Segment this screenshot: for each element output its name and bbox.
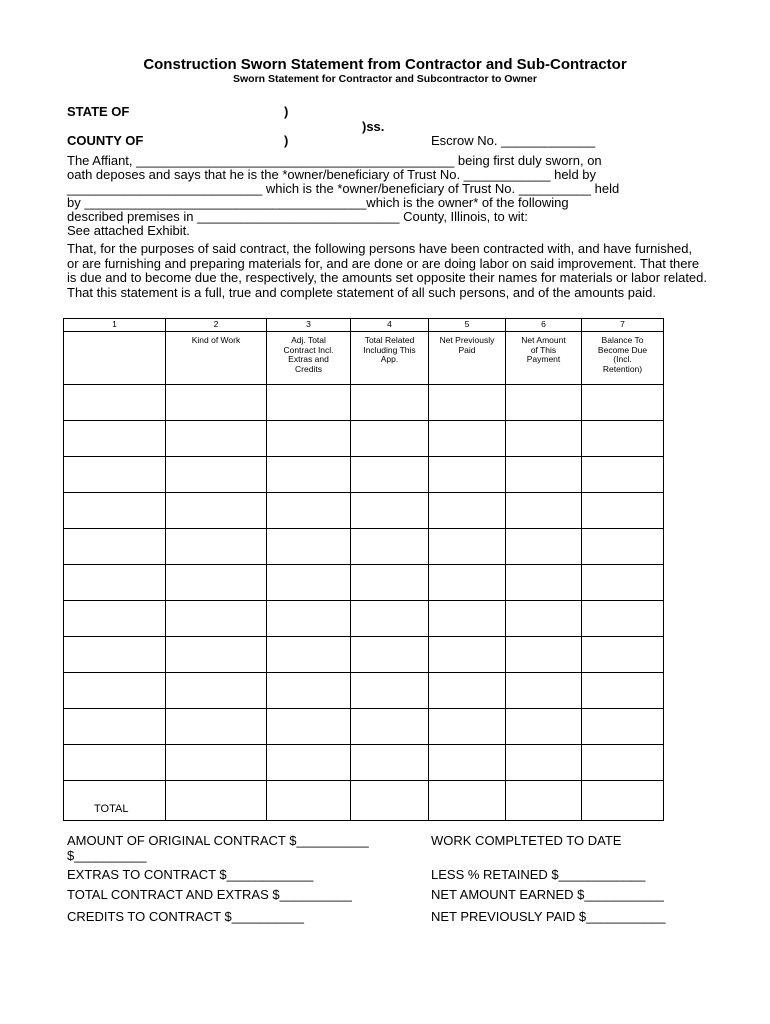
state-paren: ) — [284, 104, 289, 119]
net-previously-paid-field[interactable]: NET PREVIOUSLY PAID $___________ — [431, 909, 666, 924]
credits-to-contract-field[interactable]: CREDITS TO CONTRACT $__________ — [67, 909, 304, 924]
purpose-paragraph: That, for the purposes of said contract, the following persons have been contracted with, and have furnished, or are furnishing and preparing materials for, and are done or are doing labor on said improvement. That there is due and to become due the, respectively, the amounts set opposite their names for materials or labor related. That this statement is a full, true and complete statement of all such persons, and of the amounts paid. — [67, 241, 707, 300]
trust-line[interactable]: oath deposes and says that he is the *owner/beneficiary of Trust No. ____________ held by — [67, 167, 597, 182]
county-of-label: COUNTY OF — [67, 133, 144, 148]
column-header: Kind of Work — [166, 332, 267, 385]
extras-to-contract-field[interactable]: EXTRAS TO CONTRACT $____________ — [67, 867, 314, 882]
ss-label: )ss. — [362, 119, 385, 134]
column-header — [64, 332, 166, 385]
payment-table — [63, 318, 664, 821]
table-row[interactable] — [64, 421, 664, 457]
original-contract-field[interactable]: AMOUNT OF ORIGINAL CONTRACT $__________ — [67, 833, 369, 848]
work-completed-label: WORK COMPLTETED TO DATE — [431, 833, 622, 848]
column-header: Net Amount of This Payment — [506, 332, 582, 385]
owner-line[interactable]: by _______________________________________which is the owner* of the following — [67, 195, 569, 210]
table-row[interactable] — [64, 673, 664, 709]
state-of-label: STATE OF — [67, 104, 130, 119]
column-number: 6 — [506, 319, 582, 332]
column-number: 7 — [582, 319, 664, 332]
table-row[interactable] — [64, 385, 664, 421]
table-row[interactable] — [64, 637, 664, 673]
column-number: 1 — [64, 319, 166, 332]
column-header: Total Related Including This App. — [351, 332, 429, 385]
table-row[interactable] — [64, 529, 664, 565]
total-label: TOTAL — [64, 781, 166, 821]
table-row[interactable] — [64, 709, 664, 745]
document-subtitle: Sworn Statement for Contractor and Subcontractor to Owner — [233, 73, 537, 85]
escrow-number-field[interactable]: Escrow No. _____________ — [431, 133, 596, 148]
county-paren: ) — [284, 133, 289, 148]
premises-line[interactable]: described premises in ____________________________ County, Illinois, to wit: — [67, 209, 528, 224]
column-header: Balance To Become Due (Incl. Retention) — [582, 332, 664, 385]
column-number: 5 — [429, 319, 506, 332]
column-header-row — [64, 332, 664, 385]
column-header: Adj. Total Contract Incl. Extras and Credits — [267, 332, 351, 385]
exhibit-line: See attached Exhibit. — [67, 223, 190, 238]
table-row[interactable] — [64, 493, 664, 529]
table-row[interactable] — [64, 457, 664, 493]
net-amount-earned-field[interactable]: NET AMOUNT EARNED $___________ — [431, 887, 664, 902]
column-number: 3 — [267, 319, 351, 332]
column-header: Net Previously Paid — [429, 332, 506, 385]
total-row — [64, 781, 664, 821]
document-title: Construction Sworn Statement from Contractor and Sub-Contractor — [143, 56, 627, 73]
table-row[interactable] — [64, 565, 664, 601]
original-contract-continuation[interactable]: $__________ — [67, 848, 147, 863]
column-number-row — [64, 319, 664, 332]
column-number: 2 — [166, 319, 267, 332]
table-row[interactable] — [64, 745, 664, 781]
less-retained-field[interactable]: LESS % RETAINED $____________ — [431, 867, 646, 882]
column-number: 4 — [351, 319, 429, 332]
total-contract-extras-field[interactable]: TOTAL CONTRACT AND EXTRAS $__________ — [67, 887, 352, 902]
trust-held-line[interactable]: ___________________________ which is the *owner/beneficiary of Trust No. __________ held — [67, 181, 620, 196]
table-row[interactable] — [64, 601, 664, 637]
affiant-line[interactable]: The Affiant, ____________________________________________ being first duly sworn, on — [67, 153, 602, 168]
